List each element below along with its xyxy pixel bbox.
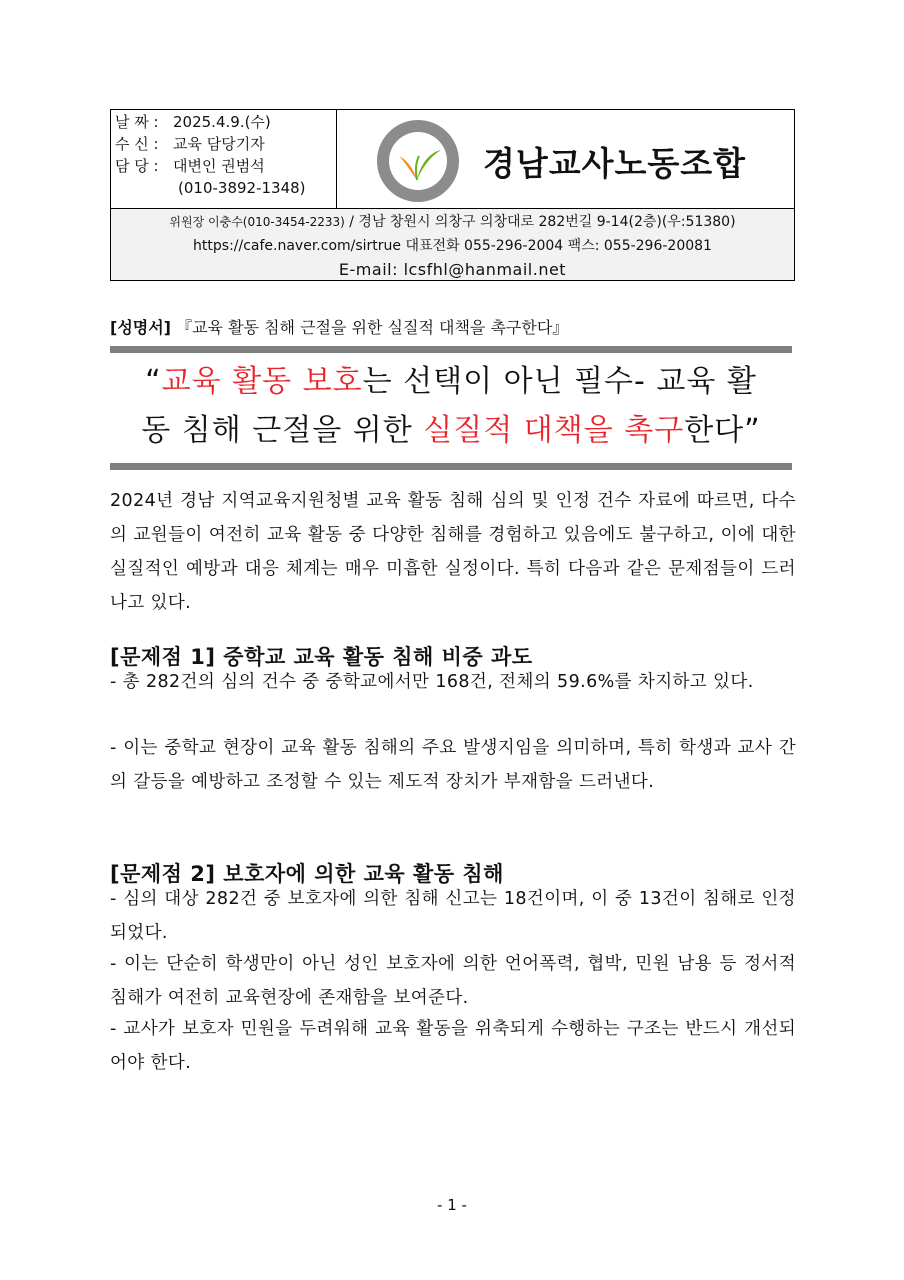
- issue-1-title: [문제점 1] 중학교 교육 활동 침해 비중 과도: [110, 645, 533, 669]
- headline-line-1: [110, 357, 792, 406]
- contact-row: [115, 155, 336, 177]
- top-divider: [110, 346, 792, 353]
- statement-title: 『교육 활동 침해 근절을 위한 실질적 대책을 촉구한다』: [176, 318, 569, 337]
- issue-2-line-3: - 교사가 보호자 민원을 두려워해 교육 활동을 위축되게 수행하는 구조는 반드시 개선되어야 한다.: [110, 1019, 796, 1073]
- bottom-divider: [110, 463, 792, 470]
- page-number: - 1 -: [437, 1196, 467, 1214]
- headline: [110, 357, 792, 455]
- email-line: E-mail: lcsfhl@hanmail.net: [338, 260, 567, 279]
- contact-info: [111, 208, 794, 280]
- address: / 경남 창원시 의창구 의창대로 282번길 9-14(2층)(우:51380): [344, 214, 736, 230]
- headline-text-2: 동 침해 근절을 위한: [141, 413, 424, 448]
- intro-paragraph: 2024년 경남 지역교육지원청별 교육 활동 침해 심의 및 인정 건수 자료에 따르면, 다수의 교원들이 여전히 교육 활동 중 다양한 침해를 경험하고 있음에도 불구하고, 이에 대한 실질적인 예방과 대응 체계는 매우 미흡한 실정이다. 특히 다음과 같은 문제점들이 드러나고 있다.: [110, 491, 796, 613]
- press-release-header: [110, 109, 795, 281]
- release-meta: [111, 110, 337, 208]
- headline-quote: “: [145, 364, 162, 399]
- issue-1-line-1: - 총 282건의 심의 건수 중 중학교에서만 168건, 전체의 59.6%를 차지하고 있다.: [110, 672, 754, 692]
- headline-red-1: 교육 활동 보호: [161, 364, 363, 399]
- date-row: [115, 111, 336, 133]
- chair-info: 위원장 이충수(010-3454-2233): [169, 215, 345, 229]
- issue-2-title: [문제점 2] 보호자에 의한 교육 활동 침해: [110, 862, 504, 886]
- date-label: 날 짜 :: [115, 113, 159, 131]
- contact-value: 대변인 권범석: [173, 157, 265, 175]
- address-line: [111, 210, 794, 234]
- union-logo-icon: [375, 118, 461, 204]
- issue-2-line-2: - 이는 단순히 학생만이 아닌 성인 보호자에 의한 언어폭력, 협박, 민원 남용 등 정서적 침해가 여전히 교육현장에 존재함을 보여준다.: [110, 954, 796, 1008]
- issue-1-line-2: - 이는 중학교 현장이 교육 활동 침해의 주요 발생지임을 의미하며, 특히 학생과 교사 간의 갈등을 예방하고 조정할 수 있는 제도적 장치가 부재함을 드러낸다.: [110, 738, 796, 792]
- headline-text-1: 는 선택이 아닌 필수- 교육 활: [362, 364, 757, 399]
- headline-line-2: [110, 406, 792, 455]
- recipient-value: 교육 담당기자: [173, 135, 265, 153]
- issue-2-line-1: - 심의 대상 282건 중 보호자에 의한 침해 신고는 18건이며, 이 중 13건이 침해로 인정되었다.: [110, 889, 796, 943]
- recipient-row: [115, 133, 336, 155]
- headline-red-2: 실질적 대책을 촉구: [423, 413, 685, 448]
- contact-phone: (010-3892-1348): [178, 179, 306, 197]
- recipient-label: 수 신 :: [115, 135, 159, 153]
- web-phone-line: https://cafe.naver.com/sirtrue 대표전화 055-296-2004 팩스: 055-296-20081: [193, 238, 712, 254]
- contact-label: 담 당 :: [115, 157, 159, 175]
- statement-tag: [성명서]: [110, 318, 171, 337]
- org-logo-block: [337, 110, 794, 208]
- headline-end: 한다”: [684, 413, 761, 448]
- date-value: 2025.4.9.(수): [173, 113, 271, 131]
- org-name: 경남교사노동조합: [483, 144, 747, 183]
- statement-heading: [110, 315, 568, 338]
